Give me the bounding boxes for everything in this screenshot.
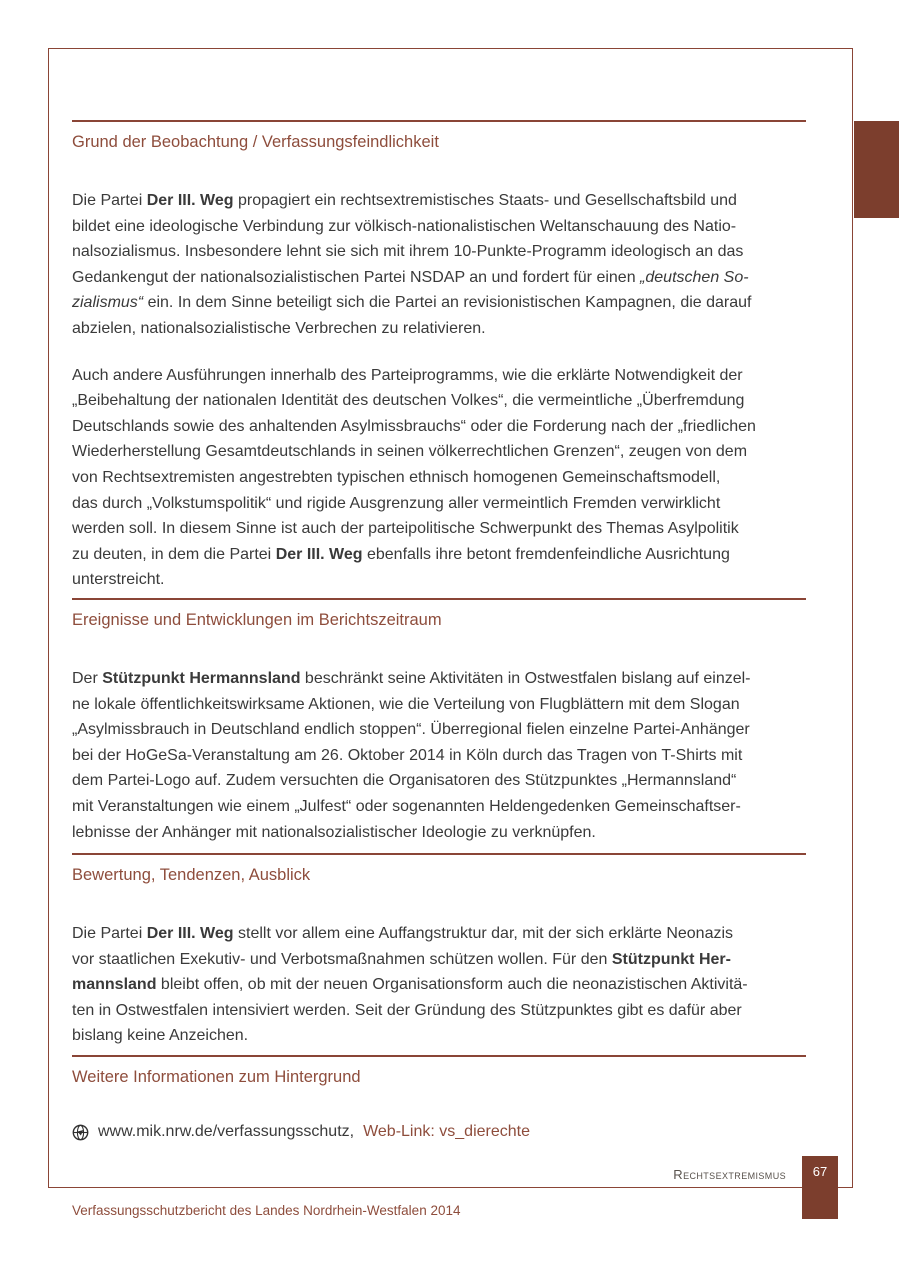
weblink-reference[interactable]: Web-Link: vs_dierechte bbox=[363, 1123, 530, 1140]
text-line: Wiederherstellung Gesamtdeutschlands in seinen völkerrechtlichen Grenzen“, zeugen von dem bbox=[72, 443, 748, 461]
text-line: dem Partei-Logo auf. Zudem versuchten die Organisatoren des Stützpunktes „Hermannsland“ bbox=[72, 772, 737, 790]
globe-icon bbox=[72, 1124, 89, 1141]
section-paragraphs bbox=[72, 666, 806, 845]
paragraph bbox=[72, 188, 806, 342]
text-line: „Asylmissbrauch in Deutschland endlich stoppen“. Überregional fielen einzelne Partei-Anhänger bbox=[72, 721, 750, 739]
section-divider bbox=[72, 598, 806, 600]
section-weitere-informationen bbox=[72, 1055, 806, 1141]
paragraph bbox=[72, 921, 806, 1049]
section-paragraphs bbox=[72, 188, 806, 593]
section-heading: Ereignisse und Entwicklungen im Berichtszeitraum bbox=[72, 611, 442, 629]
text-line: Gedankengut der nationalsozialistischen Partei NSDAP an und fordert für einen „deutschen So- bbox=[72, 268, 749, 286]
paragraph bbox=[72, 363, 806, 593]
text-line: werden soll. In diesem Sinne ist auch der parteipolitische Schwerpunkt des Themas Asylpolitik bbox=[72, 520, 739, 538]
text-line: Der Stützpunkt Hermannsland beschränkt seine Aktivitäten in Ostwestfalen bislang auf einzel- bbox=[72, 670, 751, 687]
section-heading: Weitere Informationen zum Hintergrund bbox=[72, 1068, 361, 1086]
text-line: Auch andere Ausführungen innerhalb des Parteiprogramms, wie die erklärte Notwendigkeit der bbox=[72, 366, 743, 384]
page-number: 67 bbox=[812, 1164, 828, 1179]
text-line: „Beibehaltung der nationalen Identität des deutschen Volkes“, die vermeintliche „Überfremdung bbox=[72, 392, 745, 410]
section-paragraphs bbox=[72, 921, 806, 1049]
section-bewertung bbox=[72, 853, 806, 1049]
text-line: ten in Ostwestfalen intensiviert werden. Seit der Gründung des Stützpunktes gibt es dafür aber bbox=[72, 1001, 742, 1019]
text-line: von Rechtsextremisten angestrebten typischen ethnisch homogenen Gemeinschaftsmodell, bbox=[72, 468, 721, 486]
section-divider bbox=[72, 1055, 806, 1057]
text-line: mannsland bleibt offen, ob mit der neuen Organisationsform auch die neonazistischen Aktivitä- bbox=[72, 976, 748, 994]
section-ereignisse bbox=[72, 598, 806, 845]
verfassungsschutz-url[interactable]: www.mik.nrw.de/verfassungsschutz, bbox=[98, 1123, 355, 1140]
section-heading: Bewertung, Tendenzen, Ausblick bbox=[72, 866, 311, 884]
page-number-box bbox=[802, 1156, 838, 1219]
section-heading: Grund der Beobachtung / Verfassungsfeindlichkeit bbox=[72, 133, 439, 151]
text-line: Deutschlands sowie des anhaltenden Asylmissbrauchs“ oder die Forderung nach der „friedlichen bbox=[72, 417, 756, 435]
section-divider bbox=[72, 853, 806, 855]
text-line: Die Partei Der III. Weg propagiert ein rechtsextremistisches Staats- und Gesellschaftsbild und bbox=[72, 192, 737, 209]
text-line: unterstreicht. bbox=[72, 571, 165, 589]
text-line: abzielen, nationalsozialistische Verbrechen zu relativieren. bbox=[72, 319, 486, 337]
text-line: nalsozialismus. Insbesondere lehnt sie sich mit ihrem 10-Punkte-Programm ideologisch an das bbox=[72, 243, 744, 261]
text-line: bei der HoGeSa-Veranstaltung am 26. Oktober 2014 in Köln durch das Tragen von T-Shirts mit bbox=[72, 746, 743, 764]
text-line: zialismus“ ein. In dem Sinne beteiligt sich die Partei an revisionistischen Kampagnen, die darauf bbox=[72, 294, 752, 312]
chapter-side-tab bbox=[854, 121, 899, 218]
text-line: das durch „Volkstumspolitik“ und rigide Ausgrenzung aller vermeintlich Fremden verwirklicht bbox=[72, 494, 721, 512]
text-line: ne lokale öffentlichkeitswirksame Aktionen, wie die Verteilung von Flugblättern mit dem Slogan bbox=[72, 695, 740, 713]
text-line: bildet eine ideologische Verbindung zur völkisch-nationalistischen Weltanschauung des Natio- bbox=[72, 217, 737, 235]
text-line: lebnisse der Anhänger mit nationalsozialistischer Ideologie zu verknüpfen. bbox=[72, 823, 596, 841]
section-divider bbox=[72, 120, 806, 122]
chapter-label: Rechtsextremismus bbox=[673, 1167, 786, 1182]
text-line: Die Partei Der III. Weg stellt vor allem eine Auffangstruktur dar, mit der sich erklärte Neonazis bbox=[72, 925, 734, 942]
weblink-row bbox=[72, 1123, 806, 1141]
text-line: zu deuten, in dem die Partei Der III. Weg ebenfalls ihre betont fremdenfeindliche Ausrichtung bbox=[72, 545, 730, 563]
text-line: bislang keine Anzeichen. bbox=[72, 1027, 249, 1045]
paragraph bbox=[72, 666, 806, 845]
page-frame bbox=[48, 48, 853, 1188]
section-grund-der-beobachtung bbox=[72, 120, 806, 593]
text-line: mit Veranstaltungen wie einem „Julfest“ oder sogenannten Heldengedenken Gemeinschaftser- bbox=[72, 797, 741, 815]
text-line: vor staatlichen Exekutiv- und Verbotsmaßnahmen schützen wollen. Für den Stützpunkt Her- bbox=[72, 950, 731, 968]
report-footer-line: Verfassungsschutzbericht des Landes Nordrhein-Westfalen 2014 bbox=[72, 1203, 461, 1218]
